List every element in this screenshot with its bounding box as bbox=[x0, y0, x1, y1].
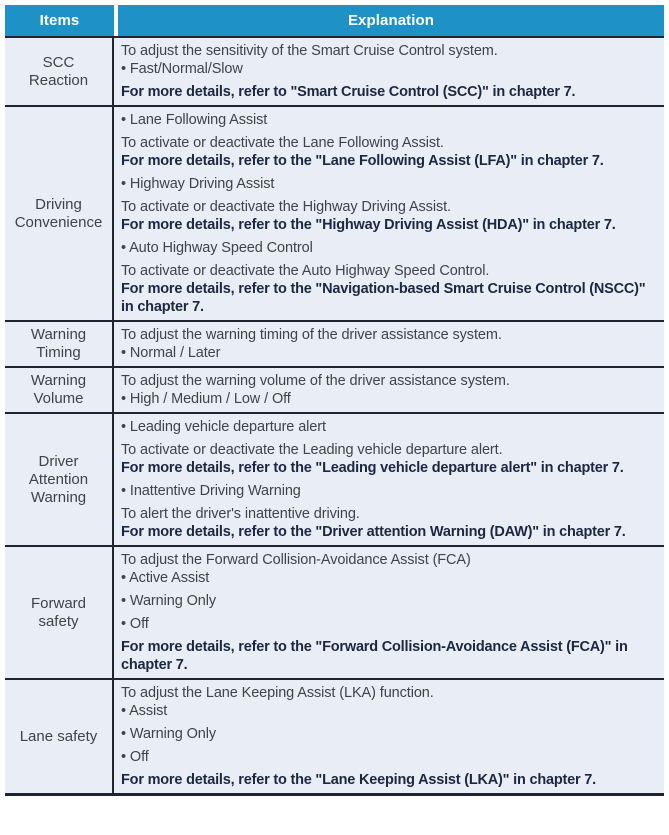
table-header bbox=[5, 5, 664, 36]
item-label: Warning Timing bbox=[30, 326, 87, 361]
table-row bbox=[5, 545, 664, 678]
bullet-line: • Warning Only bbox=[121, 726, 217, 742]
text-line: To adjust the warning volume of the driver assistance system. bbox=[121, 373, 510, 389]
explanation-paragraph bbox=[121, 592, 658, 610]
reference-line: For more details, refer to the "Leading vehicle departure alert" in chapter 7. bbox=[121, 460, 624, 476]
explanation-paragraph bbox=[121, 441, 658, 477]
bullet-line: • Assist bbox=[121, 703, 168, 719]
item-cell bbox=[5, 38, 114, 105]
item-cell bbox=[5, 322, 114, 366]
explanation-paragraph bbox=[121, 638, 658, 674]
text-line: To alert the driver's inattentive driving. bbox=[121, 506, 360, 522]
explanation-cell bbox=[114, 38, 664, 105]
bullet-line: • Highway Driving Assist bbox=[121, 176, 275, 192]
reference-line: For more details, refer to "Smart Cruise Control (SCC)" in chapter 7. bbox=[121, 84, 576, 100]
table-row bbox=[5, 320, 664, 366]
bullet-line: • Fast/Normal/Slow bbox=[121, 61, 243, 77]
explanation-paragraph bbox=[121, 262, 658, 316]
explanation-paragraph bbox=[121, 326, 658, 362]
item-label: SCC Reaction bbox=[28, 53, 89, 89]
explanation-paragraph bbox=[121, 748, 658, 766]
column-header-items: Items bbox=[5, 5, 114, 36]
explanation-paragraph bbox=[121, 83, 658, 101]
table-row bbox=[5, 366, 664, 412]
explanation-paragraph bbox=[121, 198, 658, 234]
bullet-line: • Warning Only bbox=[121, 593, 217, 609]
reference-line: For more details, refer to the "Highway Driving Assist (HDA)" in chapter 7. bbox=[121, 217, 616, 233]
item-label: Lane safety bbox=[19, 727, 98, 745]
text-line: To activate or deactivate the Auto Highway Speed Control. bbox=[121, 263, 490, 279]
text-line: To adjust the warning timing of the driver assistance system. bbox=[121, 327, 502, 343]
item-cell bbox=[5, 107, 114, 320]
explanation-paragraph bbox=[121, 551, 658, 587]
explanation-paragraph bbox=[121, 111, 658, 129]
item-label: Driving Convenience bbox=[14, 195, 103, 231]
table-body bbox=[5, 36, 664, 796]
bullet-line: • Normal / Later bbox=[121, 345, 221, 361]
explanation-cell bbox=[114, 414, 664, 545]
explanation-cell bbox=[114, 547, 664, 678]
explanation-cell bbox=[114, 368, 664, 412]
reference-line: For more details, refer to the "Navigation-based Smart Cruise Control (NSCC)" in chapter 7. bbox=[121, 281, 646, 315]
bullet-line: • Auto Highway Speed Control bbox=[121, 240, 313, 256]
text-line: To adjust the sensitivity of the Smart Cruise Control system. bbox=[121, 43, 498, 59]
explanation-cell bbox=[114, 322, 664, 366]
item-label: Driver Attention Warning bbox=[28, 452, 89, 506]
reference-line: For more details, refer to the "Lane Keeping Assist (LKA)" in chapter 7. bbox=[121, 772, 596, 788]
bullet-line: • Off bbox=[121, 749, 149, 765]
text-line: To activate or deactivate the Lane Following Assist. bbox=[121, 135, 444, 151]
explanation-paragraph bbox=[121, 418, 658, 436]
explanation-paragraph bbox=[121, 239, 658, 257]
text-line: To adjust the Forward Collision-Avoidance Assist (FCA) bbox=[121, 552, 471, 568]
text-line: To activate or deactivate the Leading vehicle departure alert. bbox=[121, 442, 503, 458]
explanation-paragraph bbox=[121, 134, 658, 170]
explanation-paragraph bbox=[121, 482, 658, 500]
reference-line: For more details, refer to the "Driver attention Warning (DAW)" in chapter 7. bbox=[121, 524, 626, 540]
bullet-line: • Leading vehicle departure alert bbox=[121, 419, 326, 435]
item-label: Forward safety bbox=[30, 594, 86, 630]
item-cell bbox=[5, 547, 114, 678]
explanation-paragraph bbox=[121, 684, 658, 720]
bullet-line: • Off bbox=[121, 616, 149, 632]
bullet-line: • High / Medium / Low / Off bbox=[121, 391, 291, 407]
table-row bbox=[5, 105, 664, 320]
explanation-cell bbox=[114, 680, 664, 793]
reference-line: For more details, refer to the "Lane Following Assist (LFA)" in chapter 7. bbox=[121, 153, 604, 169]
explanation-paragraph bbox=[121, 372, 658, 408]
reference-line: For more details, refer to the "Forward Collision-Avoidance Assist (FCA)" in chapter 7. bbox=[121, 639, 628, 673]
explanation-paragraph bbox=[121, 725, 658, 743]
item-cell bbox=[5, 414, 114, 545]
explanation-paragraph bbox=[121, 771, 658, 789]
table-row bbox=[5, 36, 664, 105]
column-header-explanation: Explanation bbox=[118, 5, 664, 36]
text-line: To adjust the Lane Keeping Assist (LKA) function. bbox=[121, 685, 434, 701]
explanation-paragraph bbox=[121, 505, 658, 541]
explanation-paragraph bbox=[121, 42, 658, 78]
item-label: Warning Volume bbox=[30, 372, 87, 407]
explanation-paragraph bbox=[121, 615, 658, 633]
item-cell bbox=[5, 368, 114, 412]
table-row bbox=[5, 412, 664, 545]
explanation-cell bbox=[114, 107, 664, 320]
text-line: To activate or deactivate the Highway Driving Assist. bbox=[121, 199, 451, 215]
explanation-paragraph bbox=[121, 175, 658, 193]
bullet-line: • Lane Following Assist bbox=[121, 112, 268, 128]
table-row bbox=[5, 678, 664, 793]
bullet-line: • Active Assist bbox=[121, 570, 210, 586]
bullet-line: • Inattentive Driving Warning bbox=[121, 483, 301, 499]
settings-table bbox=[5, 5, 664, 796]
item-cell bbox=[5, 680, 114, 793]
